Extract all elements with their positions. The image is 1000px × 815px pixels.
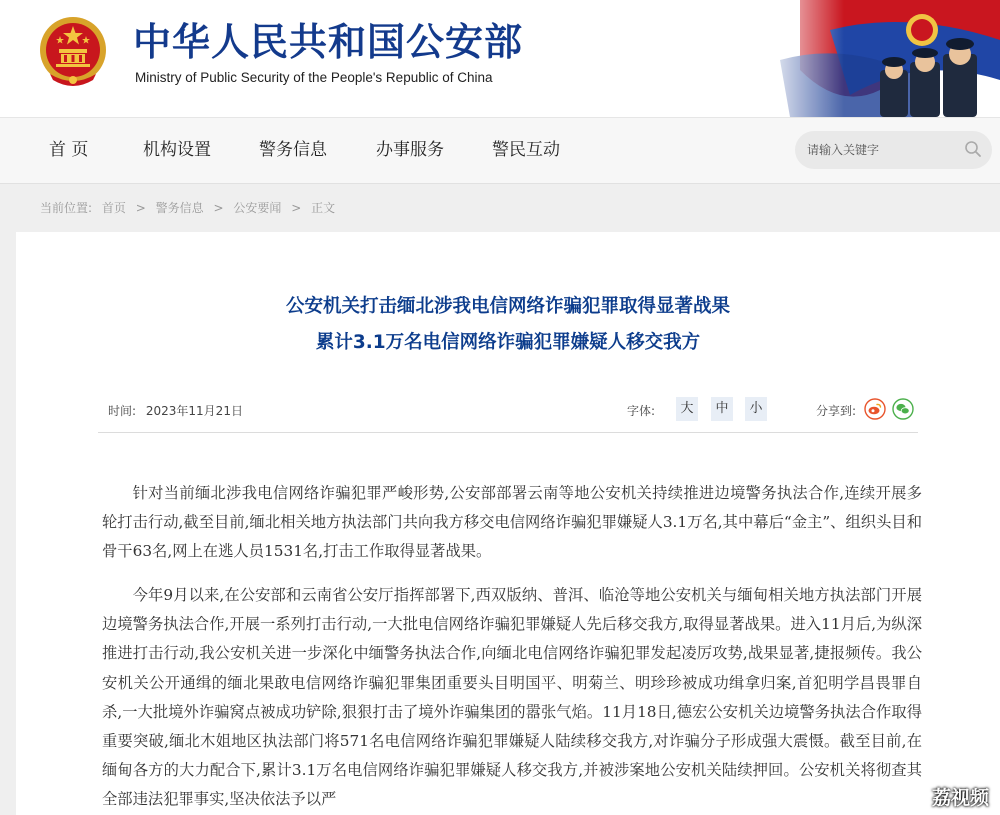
share-label: 分享到: (816, 404, 857, 418)
watermark-logo: 荔视频 (932, 787, 990, 809)
breadcrumb-separator: > (135, 201, 146, 215)
font-small-button[interactable]: 小 (745, 397, 767, 421)
breadcrumb-home[interactable]: 首页 (101, 201, 126, 215)
article-paragraph: 针对当前缅北涉我电信网络诈骗犯罪严峻形势,公安部部署云南等地公安机关持续推进边境警务执法合作,连续开展多轮打击行动,截至目前,缅北相关地方执法部门共向我方移交电信网络诈骗犯罪嫌疑人3.1万名,其中幕后“金主”、组织头目和骨干63名,网上在逃人员1531名,打击工作取得显著战果。 (102, 484, 922, 561)
publish-time (108, 402, 243, 419)
police-flag-banner (760, 0, 1000, 117)
site-subtitle: Ministry of Public Security of the People's Republic of China (135, 70, 493, 85)
main-nav (0, 117, 1000, 184)
breadcrumb-separator: > (291, 201, 302, 215)
nav-item-organization[interactable]: 机构设置 (143, 140, 211, 160)
time-value: 2023年11月21日 (145, 404, 243, 418)
article-title-line2: 累计3.1万名电信网络诈骗犯罪嫌疑人移交我方 (315, 332, 701, 353)
breadcrumb-separator: > (213, 201, 224, 215)
font-medium-button[interactable]: 中 (711, 397, 733, 421)
breadcrumb-news[interactable]: 公安要闻 (233, 201, 282, 215)
font-size-label: 字体: (627, 404, 656, 418)
nav-item-home[interactable]: 首 页 (49, 140, 89, 160)
search-input[interactable] (807, 131, 957, 169)
breadcrumb-current: 正文 (311, 201, 336, 215)
nav-item-interaction[interactable]: 警民互动 (492, 140, 560, 160)
nav-item-services[interactable]: 办事服务 (376, 140, 444, 160)
site-title: 中华人民共和国公安部 (133, 20, 524, 64)
breadcrumb (40, 199, 335, 216)
time-label: 时间: (108, 404, 137, 418)
weibo-icon[interactable] (864, 398, 886, 420)
breadcrumb-police-info[interactable]: 警务信息 (155, 201, 204, 215)
nav-item-police-info[interactable]: 警务信息 (259, 140, 327, 160)
article-card (16, 232, 1000, 815)
site-header (0, 0, 1000, 117)
wechat-icon[interactable] (892, 398, 914, 420)
national-emblem-icon[interactable] (38, 14, 108, 90)
search-icon[interactable] (964, 140, 982, 158)
article-paragraph: 今年9月以来,在公安部和云南省公安厅指挥部署下,西双版纳、普洱、临沧等地公安机关与缅甸相关地方执法部门开展边境警务执法合作,开展一系列打击行动,一大批电信网络诈骗犯罪嫌疑人先后移交我方,取得显著战果。进入11月后,为纵深推进打击行动,我公安机关进一步深化中缅警务执法合作,向缅北电信网络诈骗犯罪发起凌厉攻势,战果显著,捷报频传。我公安机关公开通缉的缅北果敢电信网络诈骗犯罪集团重要头目明国平、明菊兰、明珍珍被成功缉拿归案,首犯明学昌畏罪自杀,一大批境外诈骗窝点被成功铲除,狠狠打击了境外诈骗集团的嚣张气焰。11月18日,德宏公安机关边境警务执法合作取得重要突破,缅北木姐地区执法部门将571名电信网络诈骗犯罪嫌疑人陆续移交我方,对诈骗分子形成强大震慑。截至目前,在缅甸各方的大力配合下,累计3.1万名电信网络诈骗犯罪嫌疑人移交我方,并被涉案地公安机关陆续押回。公安机关将彻查其全部违法犯罪事实,坚决依法予以严 (102, 586, 922, 809)
search-box (795, 131, 992, 169)
breadcrumb-prefix: 当前位置: (40, 201, 93, 215)
article-title-line1: 公安机关打击缅北涉我电信网络诈骗犯罪取得显著战果 (285, 296, 730, 317)
meta-divider (98, 432, 918, 433)
font-large-button[interactable]: 大 (676, 397, 698, 421)
